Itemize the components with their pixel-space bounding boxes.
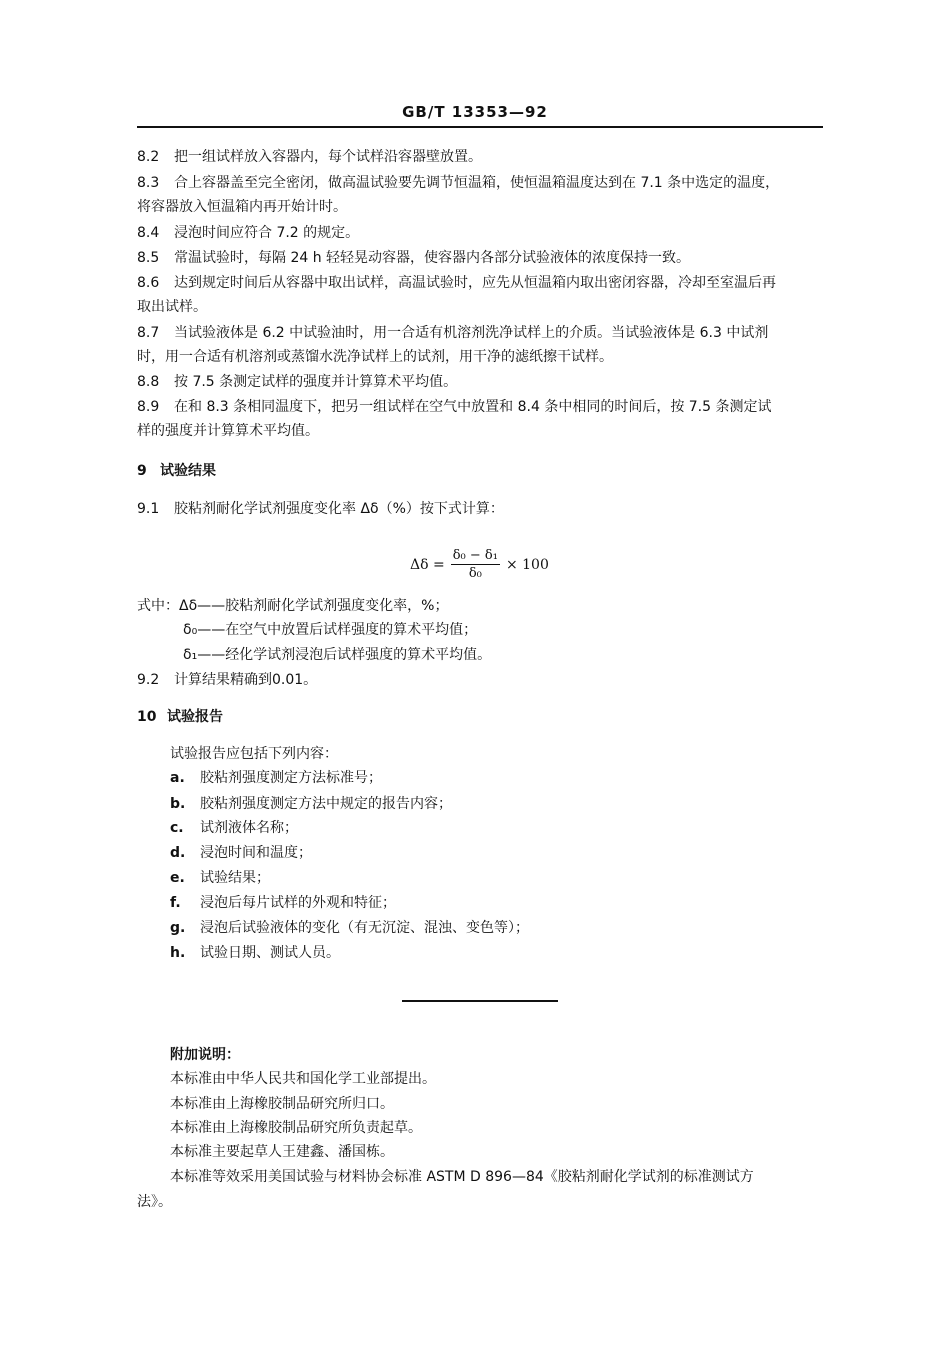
report-item-e: e. 试验结果；	[170, 870, 270, 886]
note-line-4: 本标准主要起草人王建鑫、潘国栋。	[170, 1144, 394, 1160]
report-item-h: h. 试验日期、测试人员。	[170, 945, 340, 961]
report-item-c: c. 试剂液体名称；	[170, 820, 298, 836]
section-9-heading: 9 试验结果	[137, 463, 216, 479]
note-line-3: 本标准由上海橡胶制品研究所负责起草。	[170, 1120, 422, 1136]
clause-9-1: 9.1 胶粘剂耐化学试剂强度变化率 Δδ（%）按下式计算：	[137, 501, 504, 517]
formula-lhs: Δδ =	[410, 556, 445, 573]
formula-fraction	[451, 548, 500, 581]
report-item-b: b. 胶粘剂强度测定方法中规定的报告内容；	[170, 796, 452, 812]
clause-9-2: 9.2 计算结果精确到0.01。	[137, 672, 318, 688]
clause-8-2: 8.2 把一组试样放入容器内，每个试样沿容器壁放置。	[137, 149, 482, 165]
report-item-d: d. 浸泡时间和温度；	[170, 845, 312, 861]
note-line-1: 本标准由中华人民共和国化学工业部提出。	[170, 1071, 436, 1087]
clause-8-5: 8.5 常温试验时，每隔 24 h 轻轻晃动容器，使容器内各部分试验液体的浓度保持一致。	[137, 250, 691, 266]
clause-8-3: 8.3 合上容器盖至完全密闭，做高温试验要先调节恒温箱，使恒温箱温度达到在 7.1 条中选定的温度，	[137, 175, 780, 191]
clause-8-8: 8.8 按 7.5 条测定试样的强度并计算算术平均值。	[137, 374, 458, 390]
report-item-f: f. 浸泡后每片试样的外观和特征；	[170, 895, 396, 911]
clause-8-4: 8.4 浸泡时间应符合 7.2 的规定。	[137, 225, 360, 241]
header-rule	[137, 126, 823, 128]
clause-8-6-cont: 取出试样。	[137, 299, 207, 315]
standard-code-header: GB/T 13353—92	[402, 103, 548, 121]
clause-8-7: 8.7 当试验液体是 6.2 中试验油时，用一合适有机溶剂洗净试样上的介质。当试验液体是 6.3 中试剂	[137, 325, 769, 341]
formula-rhs: × 100	[505, 556, 549, 573]
report-item-a: a. 胶粘剂强度测定方法标准号；	[170, 770, 382, 786]
strength-change-formula	[410, 548, 549, 581]
notes-title: 附加说明：	[170, 1047, 240, 1063]
clause-8-6: 8.6 达到规定时间后从容器中取出试样，高温试验时，应先从恒温箱内取出密闭容器，冷却至室温后再	[137, 275, 776, 291]
formula-numerator: δ₀ − δ₁	[452, 548, 498, 563]
clause-8-3-cont: 将容器放入恒温箱内再开始计时。	[137, 199, 347, 215]
clause-8-7-cont: 时，用一合适有机溶剂或蒸馏水洗净试样上的试剂，用干净的滤纸擦干试样。	[137, 349, 613, 365]
formula-denominator: δ₀	[468, 566, 482, 581]
note-line-5: 本标准等效采用美国试验与材料协会标准 ASTM D 896—84《胶粘剂耐化学试剂的标准测试方	[170, 1169, 754, 1185]
note-line-5-cont: 法》。	[137, 1194, 172, 1210]
clause-8-9-cont: 样的强度并计算算术平均值。	[137, 423, 319, 439]
note-line-2: 本标准由上海橡胶制品研究所归口。	[170, 1096, 394, 1112]
where-line-1: 式中：Δδ——胶粘剂耐化学试剂强度变化率，%；	[137, 598, 449, 614]
section-10-heading: 10 试验报告	[137, 709, 223, 725]
end-rule	[402, 1000, 558, 1002]
where-line-3: δ₁——经化学试剂浸泡后试样强度的算术平均值。	[183, 647, 492, 663]
report-item-g: g. 浸泡后试验液体的变化（有无沉淀、混浊、变色等）；	[170, 920, 529, 936]
where-line-2: δ₀——在空气中放置后试样强度的算术平均值；	[183, 622, 478, 638]
clause-8-9: 8.9 在和 8.3 条相同温度下，把另一组试样在空气中放置和 8.4 条中相同的时间后，按 7.5 条测定试	[137, 399, 772, 415]
report-intro: 试验报告应包括下列内容：	[170, 746, 338, 762]
